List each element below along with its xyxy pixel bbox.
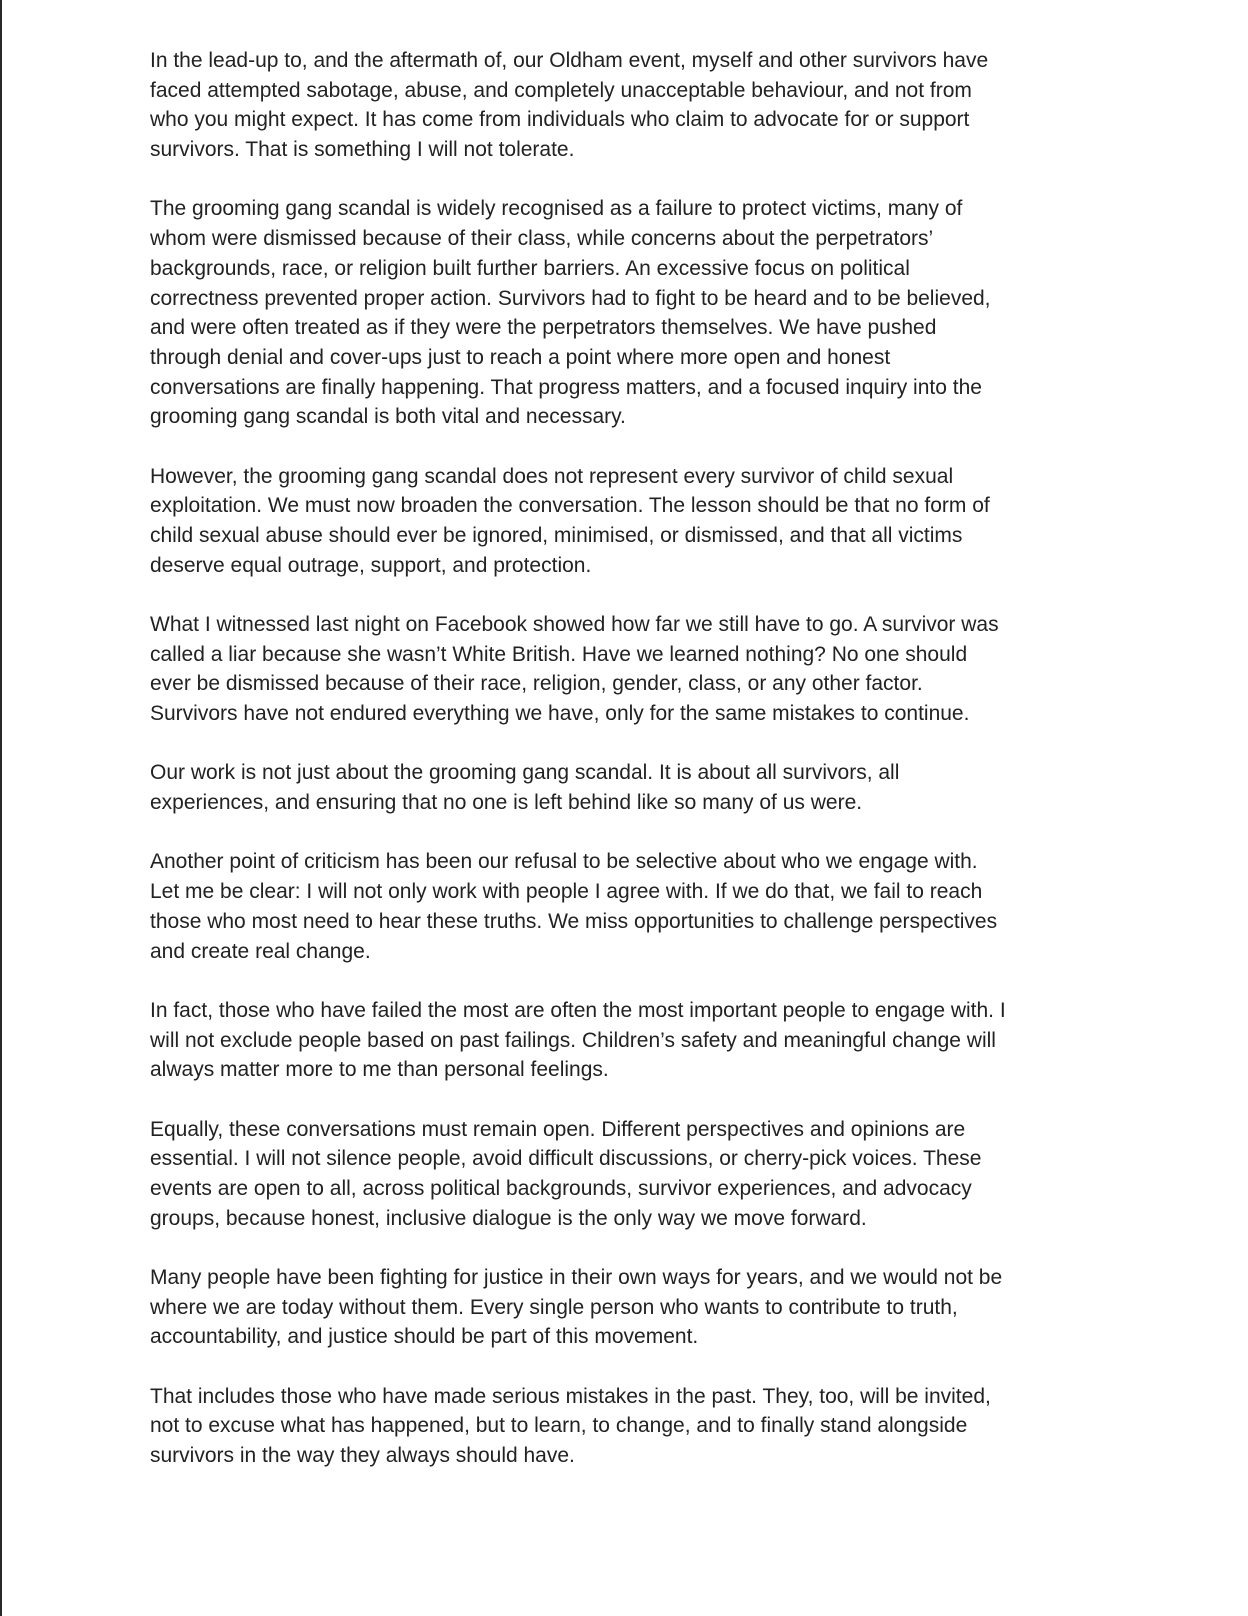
paragraph-grooming-gang-scandal <box>150 194 1150 432</box>
text-line: In fact, those who have failed the most are often the most important people to engage with. I <box>150 998 1006 1022</box>
text-line: where we are today without them. Every single person who wants to contribute to truth, <box>150 1295 958 1319</box>
text-line: What I witnessed last night on Facebook showed how far we still have to go. A survivor was <box>150 613 999 637</box>
text-line: experiences, and ensuring that no one is left behind like so many of us were. <box>150 791 863 815</box>
text-line: always matter more to me than personal feelings. <box>150 1058 609 1082</box>
text-line: ever be dismissed because of their race, religion, gender, class, or any other factor. <box>150 672 923 696</box>
paragraph-criticism <box>150 847 1150 966</box>
paragraph-our-work <box>150 758 1150 817</box>
text-line: backgrounds, race, or religion built further barriers. An excessive focus on political <box>150 256 910 280</box>
paragraph-engage-failures <box>150 996 1150 1085</box>
text-line: survivors in the way they always should have. <box>150 1444 575 1468</box>
paragraph-serious-mistakes <box>150 1382 1150 1471</box>
text-line: Another point of criticism has been our refusal to be selective about who we engage with. <box>150 850 978 874</box>
text-line: whom were dismissed because of their class, while concerns about the perpetrators’ <box>150 227 934 251</box>
text-line: Many people have been fighting for justice in their own ways for years, and we would not be <box>150 1265 1003 1289</box>
paragraph-fighting-for-justice <box>150 1263 1150 1352</box>
text-line: and were often treated as if they were the perpetrators themselves. We have pushed <box>150 316 937 340</box>
document-body <box>150 46 1150 1500</box>
text-line: exploitation. We must now broaden the conversation. The lesson should be that no form of <box>150 494 990 518</box>
paragraph-oldham-event <box>150 46 1150 165</box>
text-line: will not exclude people based on past failings. Children’s safety and meaningful change will <box>150 1028 996 1052</box>
paragraph-facebook-incident <box>150 610 1150 729</box>
text-line: groups, because honest, inclusive dialogue is the only way we move forward. <box>150 1206 867 1230</box>
text-line: called a liar because she wasn’t White British. Have we learned nothing? No one should <box>150 642 968 666</box>
text-line: The grooming gang scandal is widely recognised as a failure to protect victims, many of <box>150 197 963 221</box>
text-line: through denial and cover-ups just to reach a point where more open and honest <box>150 345 891 369</box>
text-line: Equally, these conversations must remain open. Different perspectives and opinions are <box>150 1117 966 1141</box>
text-line: deserve equal outrage, support, and protection. <box>150 553 592 577</box>
text-line: who you might expect. It has come from individuals who claim to advocate for or support <box>150 108 970 132</box>
text-line: child sexual abuse should ever be ignored, minimised, or dismissed, and that all victims <box>150 524 963 548</box>
text-line: correctness prevented proper action. Survivors had to fight to be heard and to be believed, <box>150 286 991 310</box>
text-line: In the lead-up to, and the aftermath of, our Oldham event, myself and other survivors have <box>150 49 989 72</box>
text-line: conversations are finally happening. That progress matters, and a focused inquiry into the <box>150 375 982 399</box>
text-line: essential. I will not silence people, avoid difficult discussions, or cherry-pick voices. These <box>150 1147 982 1171</box>
text-line: and create real change. <box>150 939 371 963</box>
paragraph-broaden-conversation <box>150 462 1150 581</box>
text-line: That includes those who have made serious mistakes in the past. They, too, will be invited, <box>150 1384 991 1408</box>
text-line: Our work is not just about the grooming gang scandal. It is about all survivors, all <box>150 761 900 785</box>
text-line: those who most need to hear these truths. We miss opportunities to challenge perspectives <box>150 909 998 933</box>
text-line: However, the grooming gang scandal does not represent every survivor of child sexual <box>150 464 954 488</box>
text-line: events are open to all, across political backgrounds, survivor experiences, and advocacy <box>150 1176 972 1200</box>
text-line: accountability, and justice should be part of this movement. <box>150 1325 699 1349</box>
paragraph-open-conversations <box>150 1115 1150 1234</box>
text-line: Let me be clear: I will not only work with people I agree with. If we do that, we fail to reach <box>150 880 983 904</box>
text-line: Survivors have not endured everything we have, only for the same mistakes to continue. <box>150 702 970 726</box>
text-line: survivors. That is something I will not tolerate. <box>150 138 575 162</box>
text-line: not to excuse what has happened, but to learn, to change, and to finally stand alongside <box>150 1414 968 1438</box>
text-line: grooming gang scandal is both vital and necessary. <box>150 405 626 429</box>
text-line: faced attempted sabotage, abuse, and completely unacceptable behaviour, and not from <box>150 78 972 102</box>
